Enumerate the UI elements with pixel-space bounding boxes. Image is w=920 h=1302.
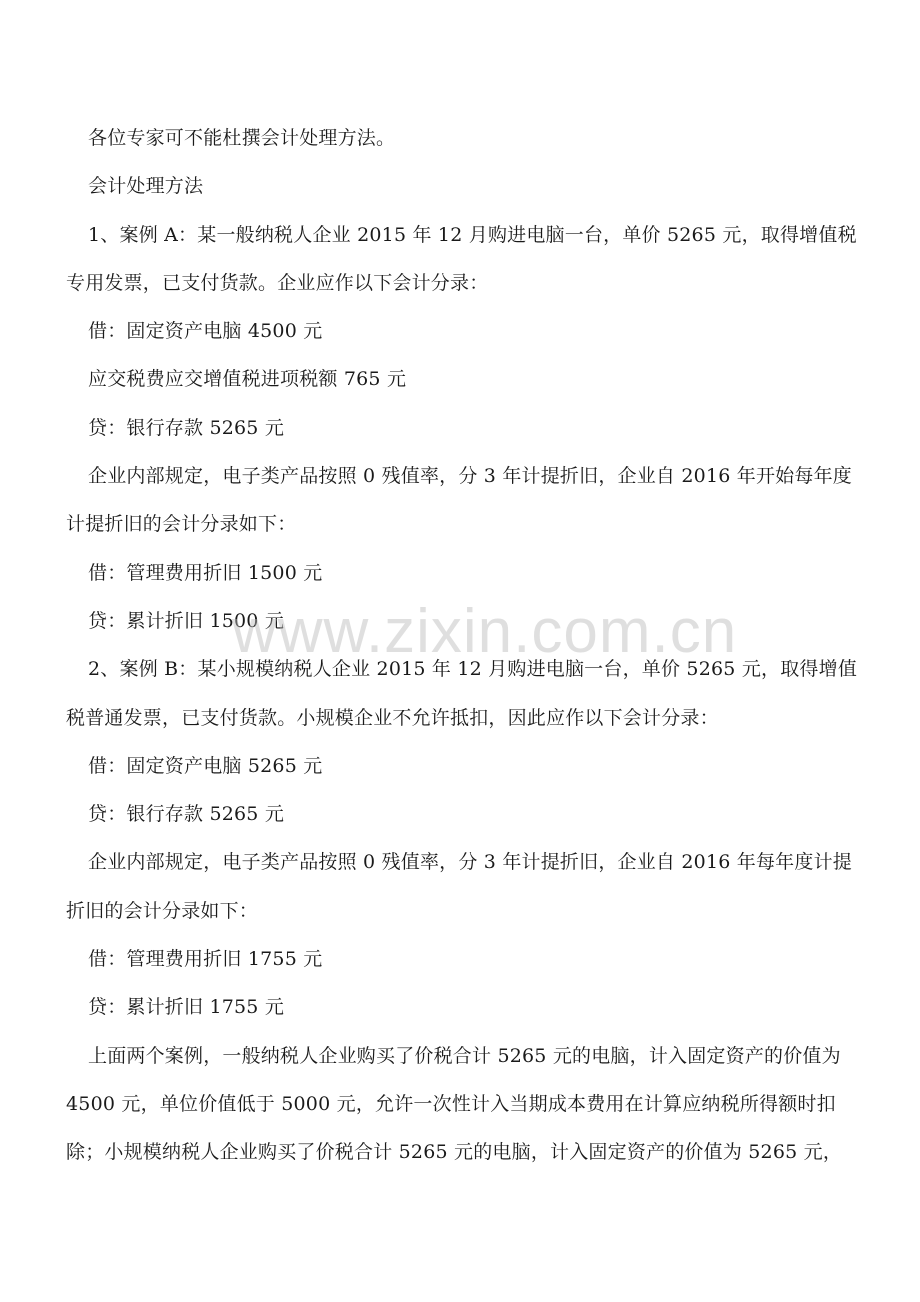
section-heading: 会计处理方法: [88, 175, 204, 198]
case-b-intro: 2、案例 B：某小规模纳税人企业 2015 年 12 月购进电脑一台，单价 5265 元，取得增值: [88, 658, 858, 681]
text-line: 计提折旧的会计分录如下：: [66, 513, 297, 536]
journal-entry-debit: 借：管理费用折旧 1755 元: [88, 948, 323, 971]
text-line: 企业内部规定，电子类产品按照 0 残值率，分 3 年计提折旧，企业自 2016 年每年度计提: [88, 851, 852, 874]
document-body: [66, 114, 856, 1177]
text-line: 上面两个案例，一般纳税人企业购买了价税合计 5265 元的电脑，计入固定资产的价值为: [88, 1044, 841, 1067]
text-line: 折旧的会计分录如下：: [66, 899, 259, 922]
journal-entry-credit: 贷：银行存款 5265 元: [88, 803, 285, 826]
text-line: 4500 元，单位价值低于 5000 元，允许一次性计入当期成本费用在计算应纳税所得额时扣: [66, 1092, 836, 1115]
watermark: www.zixin.com.cn: [232, 597, 738, 666]
journal-entry-debit: 借：固定资产电脑 5265 元: [88, 754, 323, 777]
text-line: 专用发票，已支付货款。企业应作以下会计分录：: [66, 271, 489, 294]
journal-entry-debit: 借：固定资产电脑 4500 元: [88, 320, 323, 343]
journal-entry-debit: 应交税费应交增值税进项税额 765 元: [88, 368, 407, 391]
case-a-intro: 1、案例 A：某一般纳税人企业 2015 年 12 月购进电脑一台，单价 5265 元，取得增值税: [88, 223, 857, 246]
journal-entry-debit: 借：管理费用折旧 1500 元: [88, 561, 323, 584]
text-line: 除；小规模纳税人企业购买了价税合计 5265 元的电脑，计入固定资产的价值为 5265 元，: [66, 1141, 843, 1164]
journal-entry-credit: 贷：累计折旧 1755 元: [88, 996, 285, 1019]
text-line: 税普通发票，已支付货款。小规模企业不允许抵扣，因此应作以下会计分录：: [66, 706, 719, 729]
text-line: 企业内部规定，电子类产品按照 0 残值率，分 3 年计提折旧，企业自 2016 年开始每年度: [88, 465, 852, 488]
journal-entry-credit: 贷：银行存款 5265 元: [88, 416, 285, 439]
journal-entry-credit: 贷：累计折旧 1500 元: [88, 609, 285, 632]
text-line: 各位专家可不能杜撰会计处理方法。: [88, 127, 396, 149]
